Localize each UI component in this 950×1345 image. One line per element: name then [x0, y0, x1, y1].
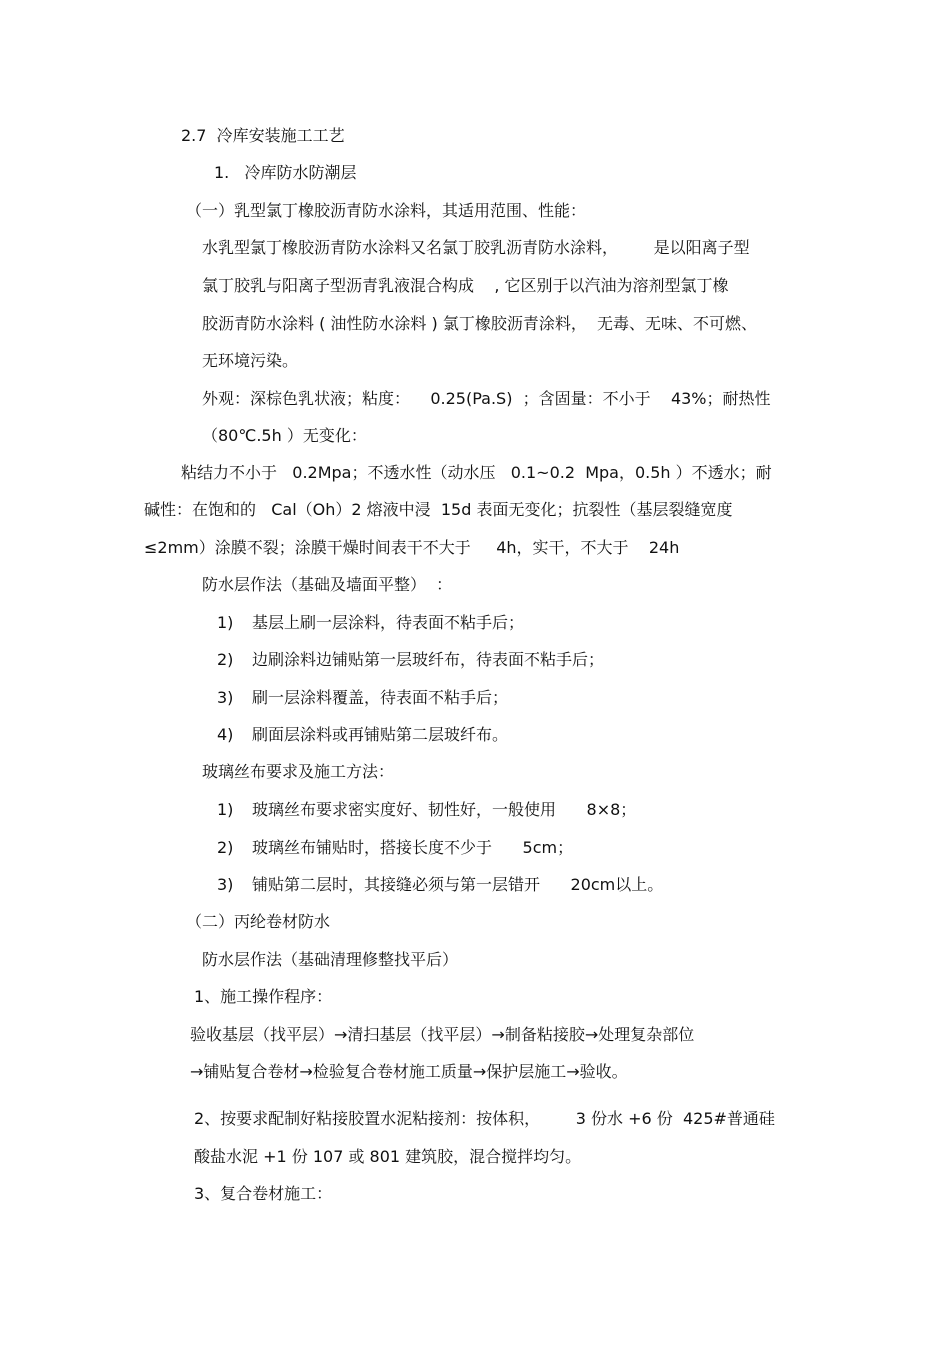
method-heading: 防水层作法（基础及墙面平整） ：: [202, 575, 453, 594]
intro-line: 胶沥青防水涂料 ( 油性防水涂料 ) 氯丁橡胶沥青涂料， 无毒、无味、不可燃、: [202, 314, 758, 333]
part-2-heading: （二）丙纶卷材防水: [186, 912, 331, 931]
step-text: 玻璃丝布铺贴时，搭接长度不少于 5cm；: [252, 838, 574, 857]
procedure-line: 验收基层（找平层）→清扫基层（找平层）→制备粘接胶→处理复杂部位: [190, 1025, 695, 1044]
cement-line: 2、按要求配制好粘接胶置水泥粘接剂：按体积， 3 份水 +6 份 425#普通硅: [194, 1109, 775, 1128]
step-text: 铺贴第二层时，其接缝必须与第一层错开 20cm以上。: [252, 875, 664, 894]
step-text: 刷一层涂料覆盖，待表面不粘手后；: [252, 688, 509, 707]
step-number: 1): [217, 613, 234, 632]
step-text: 基层上刷一层涂料，待表面不粘手后；: [252, 613, 525, 632]
section-title: 2.7 冷库安装施工工艺: [181, 126, 345, 145]
step-number: 3): [217, 688, 234, 707]
composite-heading: 3、复合卷材施工：: [194, 1184, 333, 1203]
step-number: 2): [217, 838, 234, 857]
cement-line: 酸盐水泥 +1 份 107 或 801 建筑胶，混合搅拌均匀。: [194, 1147, 582, 1166]
glass-heading: 玻璃丝布要求及施工方法：: [202, 762, 395, 781]
part-1-heading: （一）乳型氯丁橡胶沥青防水涂料，其适用范围、性能：: [186, 201, 587, 220]
properties-line: 粘结力不小于 0.2Mpa；不透水性（动水压 0.1~0.2 Mpa，0.5h ）不透水；耐: [181, 463, 772, 482]
procedure-line: →铺贴复合卷材→检验复合卷材施工质量→保护层施工→验收。: [190, 1062, 628, 1081]
step-text: 玻璃丝布要求密实度好、韧性好，一般使用 8×8；: [252, 800, 637, 819]
step-text: 刷面层涂料或再铺贴第二层玻纤布。: [252, 725, 509, 744]
intro-line: 氯丁胶乳与阳离子型沥青乳液混合构成 , 它区别于以汽油为溶剂型氯丁橡: [202, 276, 729, 295]
part-2-method: 防水层作法（基础清理修整找平后）: [202, 950, 459, 969]
intro-line: 无环境污染。: [202, 351, 299, 370]
sub-heading-1: 1. 冷库防水防潮层: [214, 163, 357, 182]
appearance-line: （80℃.5h ）无变化：: [202, 426, 367, 445]
appearance-line: 外观：深棕色乳状液；粘度： 0.25(Pa.S) ；含固量：不小于 43%；耐热性: [202, 389, 771, 408]
step-text: 边刷涂料边铺贴第一层玻纤布，待表面不粘手后；: [252, 650, 605, 669]
step-number: 3): [217, 875, 234, 894]
step-number: 2): [217, 650, 234, 669]
step-number: 1): [217, 800, 234, 819]
properties-line: ≤2mm）涂膜不裂；涂膜干燥时间表干不大于 4h，实干，不大于 24h: [144, 538, 680, 557]
step-number: 4): [217, 725, 234, 744]
procedure-heading: 1、施工操作程序：: [194, 987, 333, 1006]
intro-line: 水乳型氯丁橡胶沥青防水涂料又名氯丁胶乳沥青防水涂料， 是以阳离子型: [202, 238, 750, 257]
properties-line: 碱性：在饱和的 Cal（Oh）2 熔液中浸 15d 表面无变化；抗裂性（基层裂缝宽度: [144, 500, 733, 519]
